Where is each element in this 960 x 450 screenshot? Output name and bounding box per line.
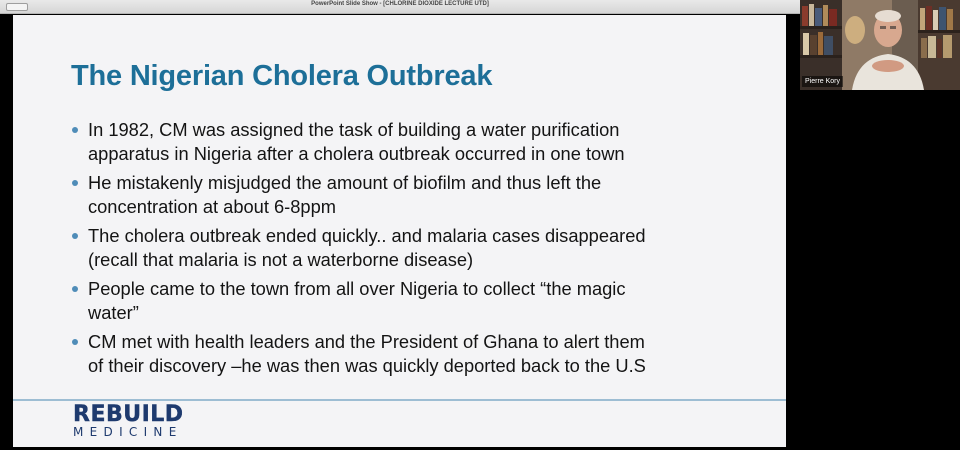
bullet-line: He mistakenly misjudged the amount of biofilm and thus left the	[88, 172, 602, 193]
bullet-dot-icon	[72, 180, 78, 186]
bullet-line: of their discovery –he was then was quickly deported back to the U.S	[88, 355, 646, 376]
presentation-slide[interactable]	[13, 15, 786, 447]
window-title: PowerPoint Slide Show - [CHLORINE DIOXIDE LECTURE UTD]	[311, 1, 489, 7]
bullet-dot-icon	[72, 127, 78, 133]
bullet-item	[71, 277, 771, 325]
bullet-item	[71, 330, 771, 378]
bullet-line: apparatus in Nigeria after a cholera outbreak occurred in one town	[88, 143, 625, 164]
participant-name-label: Pierre Kory	[802, 76, 843, 87]
bullet-item	[71, 224, 771, 272]
footer-divider	[13, 399, 786, 401]
bullet-line: The cholera outbreak ended quickly.. and malaria cases disappeared	[88, 225, 646, 246]
logo-wordmark-top: REBUILD	[73, 402, 184, 427]
bullet-line: (recall that malaria is not a waterborne disease)	[88, 249, 474, 270]
bullet-line: In 1982, CM was assigned the task of building a water purification	[88, 119, 620, 140]
bullet-line: concentration at about 6-8ppm	[88, 196, 336, 217]
rebuild-medicine-logo	[73, 404, 243, 439]
bullet-dot-icon	[72, 233, 78, 239]
participant-video-tile[interactable]	[800, 0, 960, 90]
bullet-dot-icon	[72, 286, 78, 292]
window-title-bar	[0, 0, 800, 14]
bullet-item	[71, 118, 771, 166]
bullet-line: CM met with health leaders and the President of Ghana to alert them	[88, 331, 645, 352]
bullet-dot-icon	[72, 339, 78, 345]
slide-title: The Nigerian Cholera Outbreak	[71, 60, 493, 92]
logo-wordmark-bottom: MEDICINE	[73, 425, 183, 439]
bullet-line: water”	[88, 302, 139, 323]
bullet-item	[71, 171, 771, 219]
bullet-list	[71, 118, 771, 383]
bullet-line: People came to the town from all over Nigeria to collect “the magic	[88, 278, 626, 299]
